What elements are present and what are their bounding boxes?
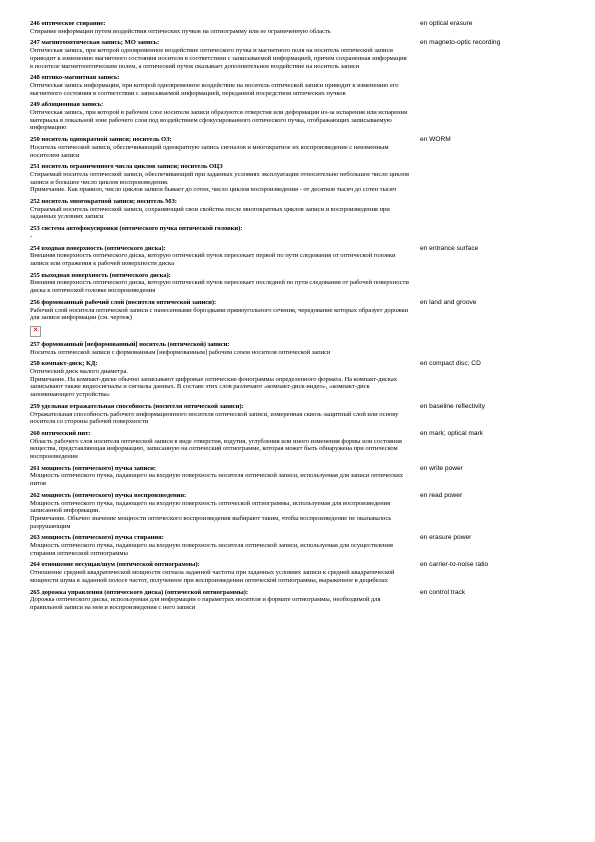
term-definition [30,299,410,322]
term-text: Отражательная способность рабочего информационного носителя оптической записи, измеренная сквозь защитный слой или основу носителя со стороны рабочей поверхности [30,410,399,426]
term-heading: 246 оптическое стирание: [30,20,106,27]
term-entry [30,465,570,488]
term-definition [30,465,410,488]
term-definition [30,430,410,461]
term-definition [30,492,410,531]
term-definition [30,39,410,70]
term-english-equivalent: en WORM [420,136,451,144]
term-definition [30,534,410,557]
term-english-equivalent: en baseline reflectivity [420,402,485,410]
term-entry [30,403,570,426]
term-definition [30,360,410,399]
term-heading: 262 мощность (оптического) пучка воспроизведения: [30,491,187,499]
term-text: Мощность оптического пучка, падающего на входную поверхность носителя оптической записи, используемая для записи оптических питов [30,472,403,488]
term-text: Рабочий слой носителя оптической записи с нанесенными бороздками прямоугольного сечения, чередование которых образует дорожки для записи информации (см. чертеж) [30,306,409,322]
term-english-equivalent: en mark; optical mark [420,429,484,437]
term-heading: 256 формованный рабочий слой (носителя оптической записи): [30,298,217,306]
term-text: - [30,232,33,240]
term-entry [30,360,570,399]
term-heading: 261 мощность (оптического) пучка записи: [30,464,157,472]
term-text: Отношение средней квадратической мощности сигнала заданной частоты при заданных условиях записи к средней квадратической мощности шума в заданной полосе частот, полученное при воспроизведении оптической оптиограммы, выраженное в децибелах [30,569,395,584]
term-text: Стирание информации путем воздействия оптических пучков на оптиограмму или ее ограниченную область [30,27,331,35]
term-entry [30,561,570,584]
term-text: Носитель оптической записи с формованным [неформованным] рабочим слоем носителя оптической записи [30,348,331,356]
term-heading: 255 выходная поверхность (оптического диска): [30,271,171,279]
term-english-equivalent: en carrier-to-noise ratio [420,561,489,569]
term-definition [30,136,410,159]
term-definition [30,101,410,132]
term-heading: 263 мощность (оптического) пучка стирания: [30,534,164,542]
term-heading: 249 абляционная запись: [30,101,104,109]
term-entry [30,225,570,240]
term-definition [30,225,410,240]
term-entry [30,492,570,531]
term-english-equivalent: en erasure power [420,534,472,542]
term-heading: 254 входная поверхность (оптического диска): [30,244,166,252]
term-entry [30,272,570,295]
term-english-equivalent: en magneto-optic recording [420,39,501,47]
term-definition [30,163,410,194]
term-definition [30,198,410,221]
term-text: Оптическая запись информации, при которой одновременное воздействие на носитель оптической записи приводит к изменению его магнитного состояния в соответствии с записываемой информацией, переданной посредством оптических пучков [30,81,399,97]
term-english-equivalent: en control track [420,588,466,596]
term-definition [30,589,410,612]
term-heading: 264 отношение несущая/шум (оптической оптиограммы): [30,561,200,569]
term-entry [30,136,570,159]
term-text: Дорожка оптического диска, используемая для информации о параметрах носителя и формате оптиограммы, необходимой для правильной записи на нем и воспроизведения с него записи [30,596,381,611]
term-text: Внешняя поверхность оптического диска, которую оптический пучок пересекает последней по пути следования от рабочей поверхности диска к оптической головке воспроизведения [30,279,409,295]
term-heading: 250 носитель однократной записи; носитель ОЗ: [30,136,172,144]
term-definition [30,20,410,35]
term-entry [30,20,570,35]
term-text: Оптическая запись, при которой одновременное воздействие оптического пучка и магнитного поля на носитель оптической записи приводит к изменению магнитного состояния носителя в соответствии с записываемой информацией, причем сохраненная информация в носителе магнитооптическим полем, а оптический пучок оказывает дополнительное воздействие на носитель записи [30,47,407,70]
document-body [30,20,570,616]
term-entry [30,299,570,322]
term-entry [30,198,570,221]
term-heading: 260 оптический пит: [30,429,91,437]
term-text: Область рабочего слоя носителя оптической записи в виде отверстия, вздутия, углубления или иного изменения формы или состояния вещества, представляющая информацию, записанную на оптический оптиограмме, которая может быть обнаружена при оптическом воспроизведении [30,437,402,461]
term-definition [30,403,410,426]
term-english-equivalent: en land and groove [420,298,477,306]
term-heading: 257 формованный [неформованный] носитель (оптической) записи: [30,340,230,348]
term-entry [30,39,570,70]
term-heading: 251 носитель ограниченного числа циклов записи; носитель ОЦЗ [30,163,223,171]
term-english-equivalent: en read power [420,491,463,499]
term-definition [30,341,410,356]
term-heading: 253 система автофокусировки (оптического пучка оптической головки): [30,225,243,233]
term-english-equivalent: en entrance surface [420,244,479,252]
term-text: Оптический диск малого диаметра. [30,368,128,376]
term-text: Примечание. Как правило, число циклов записи бывает до сотен, число циклов воспроизведения - от десятков тысяч до сотен тысяч [30,186,396,194]
term-text: Оптическая запись, при которой в рабочем слое носителя записи образуются отверстия или деформации из-за испарения или испарения материала в локальной зоне рабочего слоя под воздействием сфокусированного оптического пучка, отображающих записываемую информацию [30,109,408,132]
term-entry [30,589,570,612]
term-heading: 259 удельная отражательная способность (носителя оптической записи): [30,402,244,410]
term-definition [30,74,410,97]
term-definition [30,245,410,268]
term-english-equivalent: en write power [420,464,463,472]
term-text: Мощность оптического пучка, падающего на входную поверхность носителя оптической записи, используемая для осуществления стирания оптической оптиограммы [30,542,393,557]
term-entry [30,163,570,194]
term-heading: 252 носитель многократной записи; носитель МЗ: [30,198,177,206]
term-text: Стираемый носитель оптической записи, сохраняющий свои свойства после многократных циклов записи и воспроизведения при заданных условиях записи [30,205,390,221]
term-heading: 258 компакт-диск; КД: [30,360,98,368]
term-english-equivalent: en optical erasure [420,20,473,27]
term-heading: 248 оптико-магнитная запись: [30,74,120,82]
term-entry [30,534,570,557]
term-entry [30,245,570,268]
term-entry [30,341,570,356]
term-text: Внешняя поверхность оптического диска, которую оптический пучок пересекает первой по пути следования от оптической головки записи или отражения к рабочей поверхности диска [30,252,396,267]
term-entry [30,74,570,97]
term-english-equivalent: en compact disc; CD [420,360,481,368]
term-text: Мощность оптического пучка, падающего на входную поверхность оптической оптиограммы, используемая для воспроизведения записанной информации. [30,499,391,515]
term-text: Стираемый носитель оптической записи, обеспечивающий при заданных условиях эксплуатации относительно небольшое число циклов записи и большое число циклов воспроизведения. [30,170,410,186]
term-text: Носитель оптической записи, обеспечивающий однократную запись сигналов и многократное их воспроизведение с неизменным носителем записи [30,143,389,159]
term-definition [30,561,410,584]
broken-image-icon: ✕ [30,326,41,337]
term-text: Примечание. Обычно значение мощности оптического воспроизведения выбирают таким, чтобы воспроизведение не оказывалось разрушающим [30,514,392,530]
term-entry [30,430,570,461]
term-heading: 247 магнитооптическая запись; МО запись: [30,39,160,47]
term-text: Примечание. На компакт-диске обычно записывают цифровые оптические фонограммы определенного формата. На компакт-дисках записывают также видеосигналы и сигналы данных. В составе этих слов различают «компакт-диск-видео», «компакт-диск запоминающего устройства» [30,375,397,399]
term-heading: 265 дорожка управления (оптического диска) (оптической оптиограммы): [30,588,248,596]
term-definition [30,272,410,295]
term-entry [30,101,570,132]
